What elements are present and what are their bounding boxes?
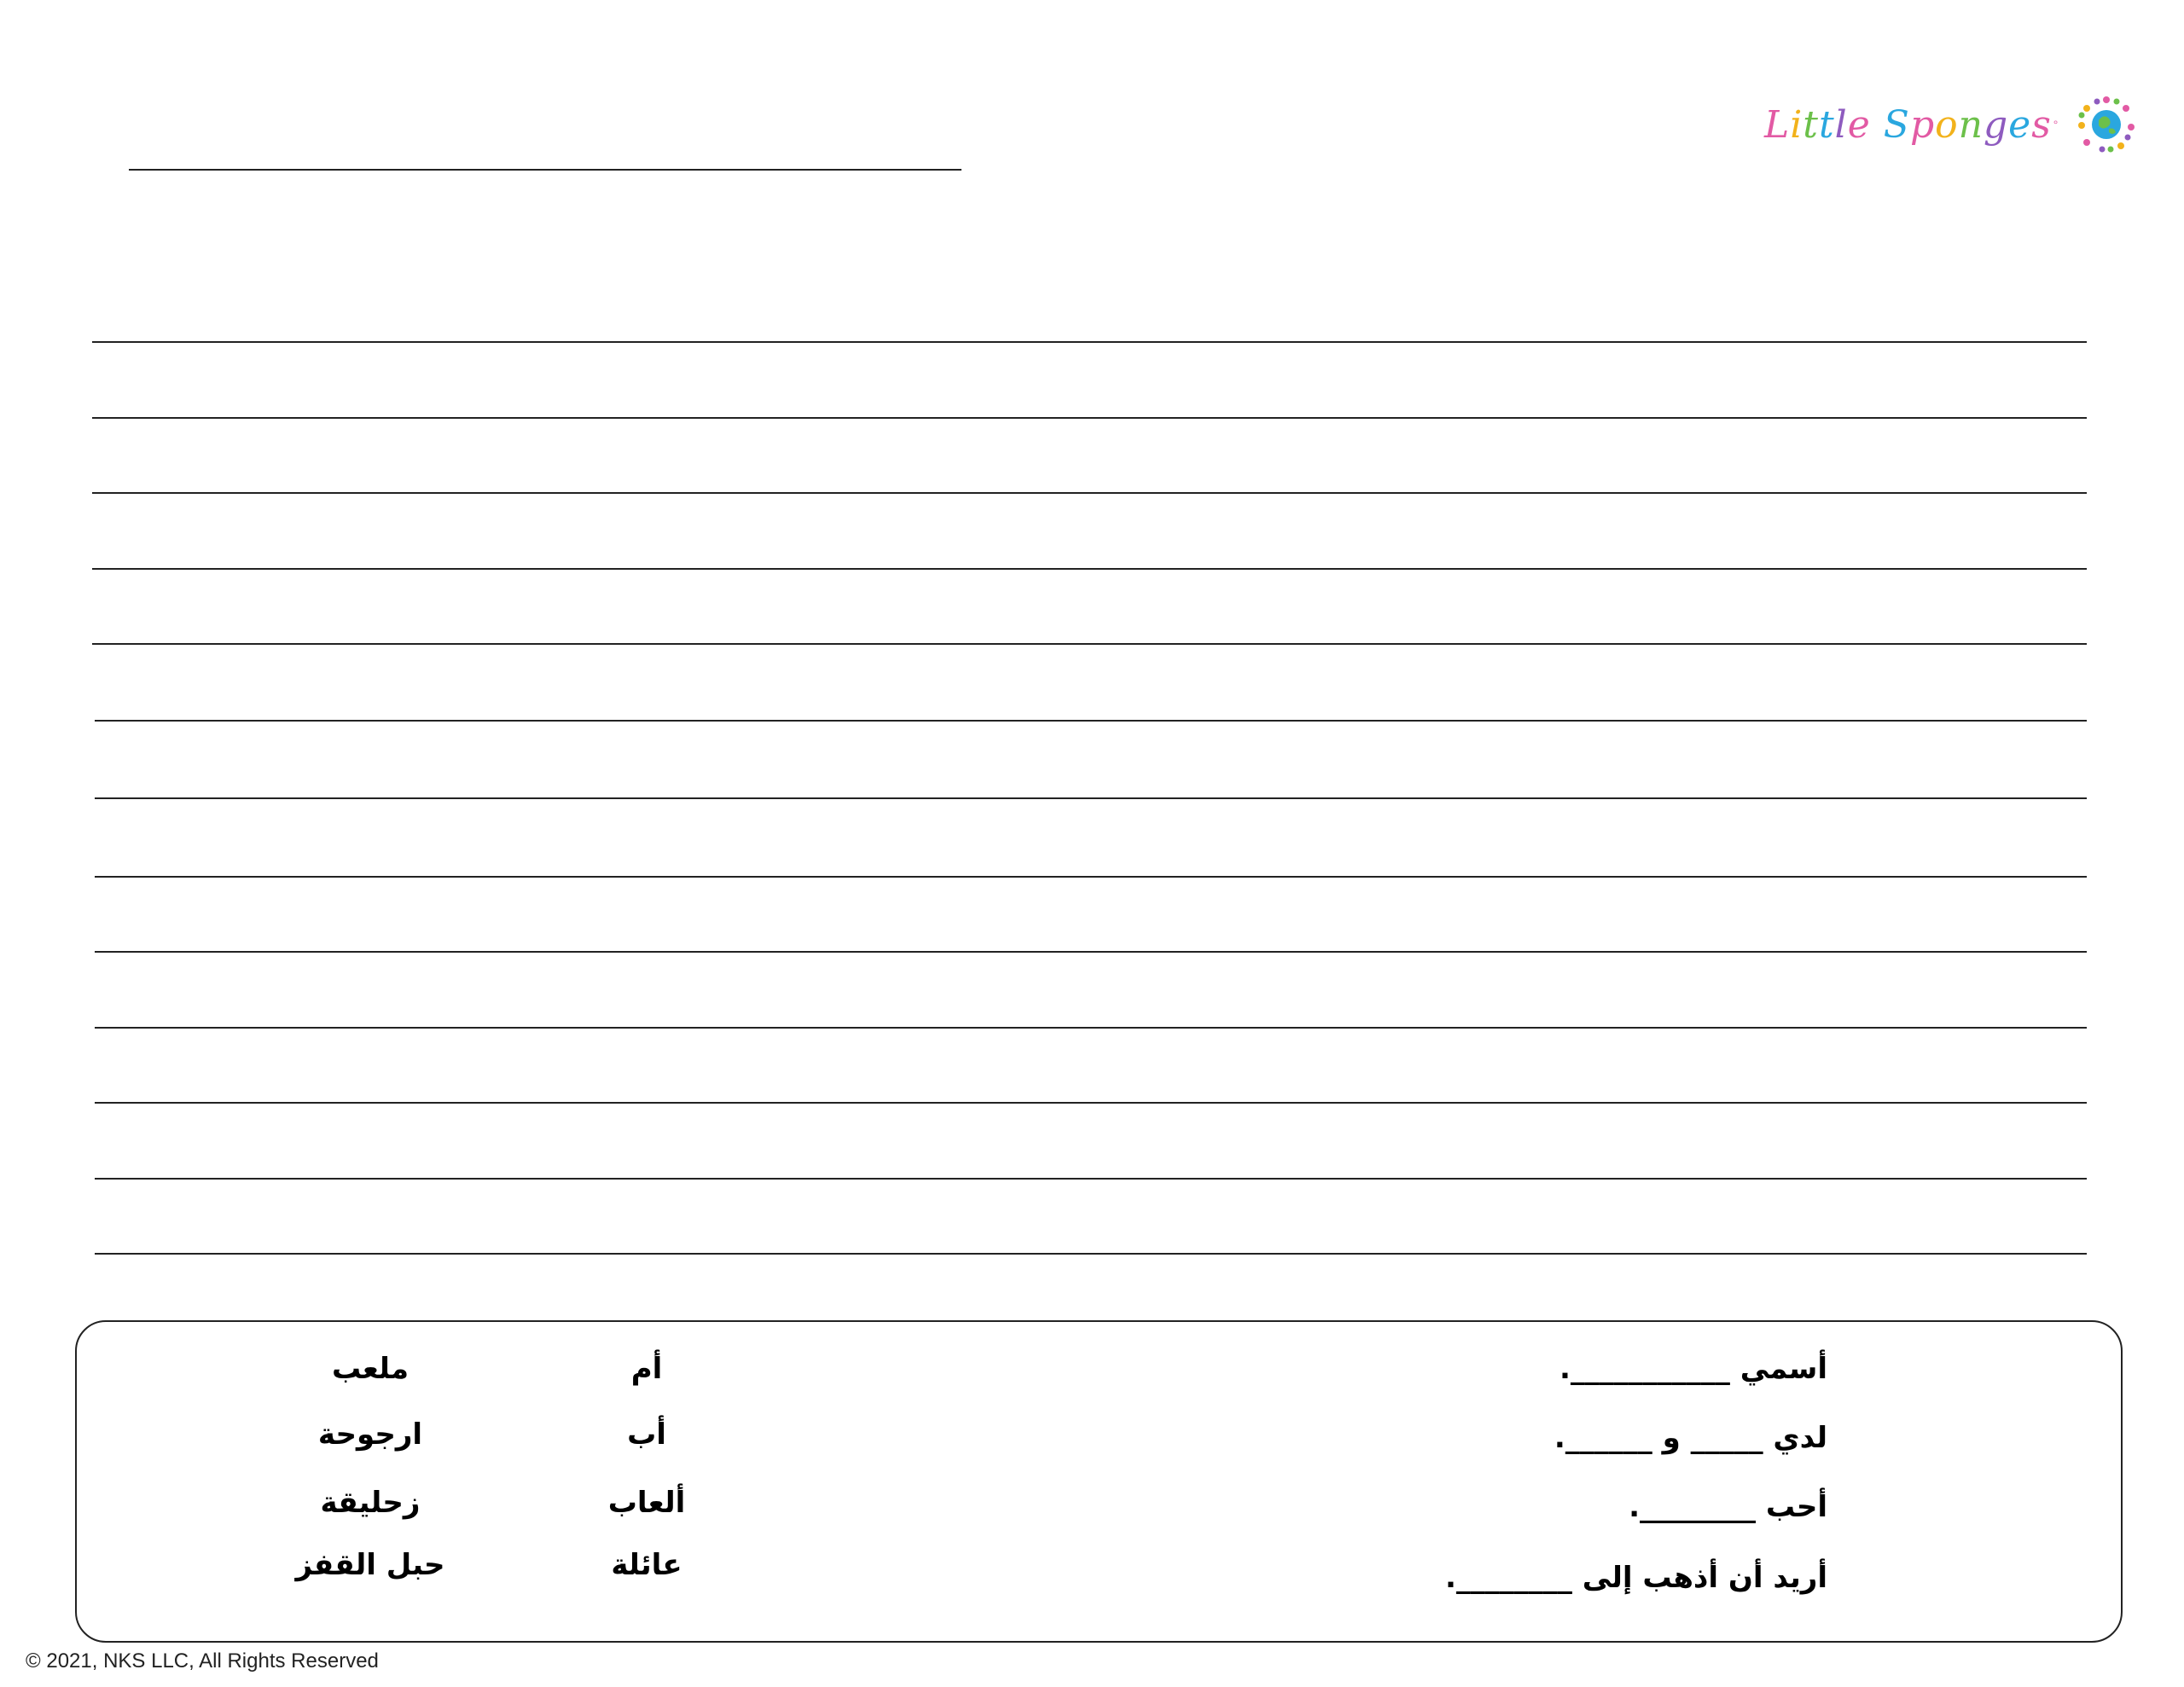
writing-line[interactable] (95, 876, 2087, 878)
brand-name (1764, 103, 2052, 147)
copyright-footer: © 2021, NKS LLC, All Rights Reserved (26, 1649, 379, 1673)
name-line[interactable] (129, 169, 961, 171)
writing-line[interactable] (95, 1102, 2087, 1104)
brand-letter: l (1834, 102, 1848, 147)
word-bank-item: زحليقة (320, 1486, 421, 1520)
word-bank-item: ألعاب (607, 1486, 686, 1520)
word-bank-item: ارجوحة (317, 1417, 423, 1452)
earth-globe-icon (2077, 95, 2136, 154)
brand-letter: S (1883, 102, 1910, 147)
brand-letter (1871, 103, 1884, 147)
word-bank-item: حبل القفز (295, 1548, 445, 1582)
registered-mark: ° (2053, 118, 2059, 131)
word-bank-item: أب (627, 1417, 666, 1452)
writing-line[interactable] (95, 1178, 2087, 1180)
brand-letter: n (1958, 102, 1984, 147)
brand-letter: L (1764, 102, 1791, 147)
writing-line[interactable] (92, 492, 2087, 494)
brand-logo (1764, 92, 2136, 157)
brand-letter: t (1818, 102, 1835, 147)
writing-line[interactable] (92, 341, 2087, 343)
brand-letter: g (1983, 102, 2009, 147)
writing-line[interactable] (95, 951, 2087, 953)
brand-letter: e (1847, 102, 1871, 147)
brand-letter: i (1790, 102, 1804, 147)
brand-letter: t (1803, 102, 1819, 147)
writing-line[interactable] (92, 643, 2087, 645)
word-bank-item: ملعب (331, 1352, 410, 1386)
brand-letter: o (1935, 102, 1959, 147)
writing-line[interactable] (95, 720, 2087, 722)
writing-line[interactable] (95, 797, 2087, 799)
writing-line[interactable] (95, 1027, 2087, 1029)
writing-line[interactable] (92, 568, 2087, 570)
word-bank-item: عائلة (611, 1548, 682, 1582)
word-bank-item: أم (630, 1352, 663, 1386)
sentence-2: لدي _____ و ______. (1554, 1421, 1827, 1455)
writing-line[interactable] (95, 1253, 2087, 1255)
sentence-3: أحب ________. (1629, 1490, 1827, 1524)
writing-line[interactable] (92, 417, 2087, 419)
sentence-4: أريد أن أذهب إلى ________. (1444, 1561, 1827, 1595)
sentence-1: أسمي ___________. (1559, 1352, 1827, 1386)
brand-letter: e (2008, 102, 2032, 147)
brand-letter: s (2031, 102, 2052, 147)
brand-letter: p (1909, 102, 1936, 147)
